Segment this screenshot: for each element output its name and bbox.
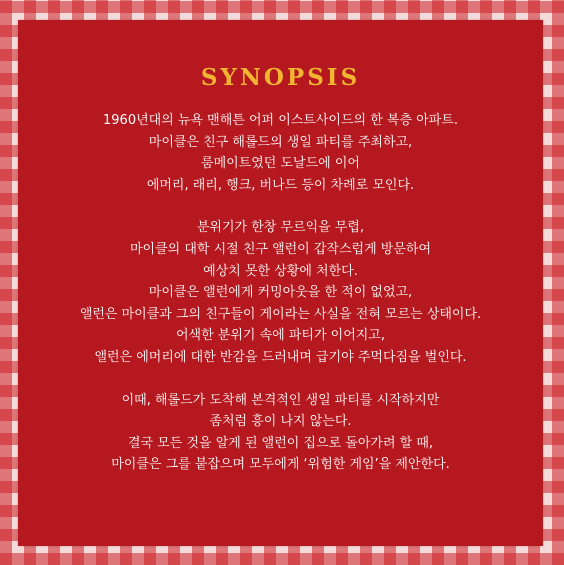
synopsis-body	[18, 110, 543, 497]
synopsis-line: 이때, 해롤드가 도착해 본격적인 생일 파티를 시작하지만	[121, 392, 440, 408]
synopsis-line: 앨런은 마이클과 그의 친구들이 게이라는 사실을 전혀 모르는 상태이다.	[79, 306, 482, 322]
synopsis-line: 마이클은 앨런에게 커밍아웃을 한 적이 없었고,	[148, 285, 413, 301]
synopsis-line: 어색한 분위기 속에 파티가 이어지고,	[175, 328, 386, 344]
synopsis-panel	[18, 20, 543, 546]
synopsis-paragraph-3	[18, 390, 543, 476]
synopsis-line: 마이클의 대학 시절 친구 앨런이 갑작스럽게 방문하여	[129, 241, 432, 257]
synopsis-line: 앨런은 에머리에 대한 반감을 드러내며 급기야 주먹다짐을 벌인다.	[94, 349, 467, 365]
synopsis-line: 예상치 못한 상황에 처한다.	[203, 263, 358, 279]
synopsis-paragraph-2	[18, 217, 543, 368]
synopsis-line: 에머리, 래리, 행크, 버나드 등이 차례로 모인다.	[146, 177, 415, 193]
synopsis-line: 좀처럼 흥이 나지 않는다.	[209, 414, 352, 430]
synopsis-line: 1960년대의 뉴욕 맨해튼 어퍼 이스트사이드의 한 복층 아파트.	[103, 113, 458, 128]
synopsis-line: 마이클은 친구 해롤드의 생일 파티를 주최하고,	[148, 134, 413, 150]
synopsis-line: 룸메이트였던 도날드에 이어	[201, 156, 360, 172]
synopsis-title: SYNOPSIS	[200, 64, 361, 91]
synopsis-paragraph-1	[18, 110, 543, 196]
synopsis-line: 결국 모든 것을 알게 된 앨런이 집으로 돌아가려 할 때,	[127, 435, 434, 451]
synopsis-line: 마이클은 그를 붙잡으며 모두에게 ‘위험한 게임’을 제안한다.	[111, 457, 450, 473]
synopsis-line: 분위기가 한창 무르익을 무렵,	[196, 220, 365, 236]
